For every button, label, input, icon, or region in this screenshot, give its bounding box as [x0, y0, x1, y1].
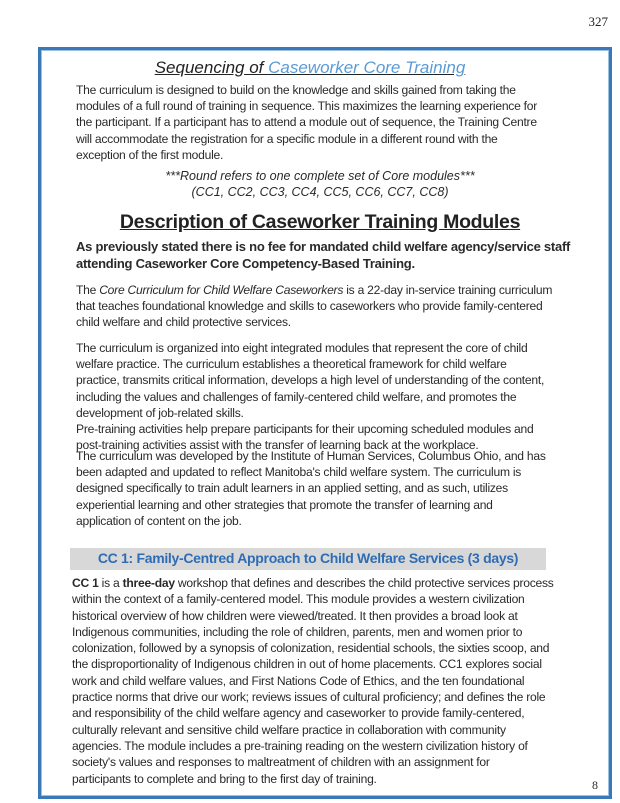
round-note	[0, 168, 620, 200]
text-line: The curriculum is organized into eight integrated modules that represent the core of child	[76, 341, 528, 355]
section-title	[0, 58, 620, 78]
text-line: The Core Curriculum for Child Welfare Caseworkers is a 22-day in-service training curriculum	[76, 283, 553, 297]
page-number: 327	[588, 14, 608, 29]
text-line: experiential learning and other strategies that promote the transfer of learning and	[76, 497, 493, 512]
text-line: The curriculum was developed by the Institute of Human Services, Columbus Ohio, and has	[76, 449, 546, 463]
development-paragraph	[76, 448, 546, 529]
text-line: the disproportionality of Indigenous children in out of home placements. CC1 explores social	[72, 657, 542, 672]
text-line: colonization, followed by a synopsis of colonization, residential schools, the sixties scoop, and	[72, 641, 550, 656]
modules-paragraph	[76, 340, 544, 453]
text-line: society's values and responses to maltreatment of children with an assignment for	[72, 755, 490, 770]
note-modules: (CC1, CC2, CC3, CC4, CC5, CC6, CC7, CC8)	[191, 185, 449, 199]
text-line: welfare practice. The curriculum establishes a theoretical framework for child welfare	[76, 357, 507, 372]
text-line: participants to complete and bring to the first day of training.	[72, 771, 377, 786]
core-curriculum-paragraph	[76, 282, 552, 331]
text-line: practice norms that drive our work; reviews issues of cultural proficiency; and defines the role	[72, 690, 546, 705]
note-line: ***Round refers to one complete set of Core modules***	[165, 169, 475, 183]
text-line: attending Caseworker Core Competency-Based Training.	[76, 256, 415, 271]
text-line: Indigenous communities, including the role of children, parents, men and women prior to	[72, 624, 523, 639]
text-line: work and child welfare values, and First Nations Code of Ethics, and the ten foundational	[72, 673, 525, 688]
cc1-description	[72, 575, 554, 787]
text-line: culturally relevant and sensitive child welfare practice in collaboration with community	[72, 722, 506, 737]
text-line: within the context of a family-centered model. This module provides a western civilization	[72, 592, 525, 607]
text-line: child welfare and child protective services.	[76, 315, 291, 330]
sequencing-paragraph	[76, 82, 537, 163]
text-line: modules of a full round of training in sequence. This maximizes the learning experience for	[76, 99, 538, 114]
text-line: The curriculum is designed to build on the knowledge and skills gained from taking the	[76, 83, 516, 97]
text-line: the participant. If a participant has to attend a module out of sequence, the Training Centre	[76, 115, 537, 130]
text-line: CC 1 is a three-day workshop that defines and describes the child protective services process	[72, 576, 554, 590]
text-line: agencies. The module includes a pre-training reading on the western civilization history of	[72, 738, 528, 753]
title-part1: Sequencing of	[154, 58, 269, 77]
title-link[interactable]: Caseworker Core Training	[268, 58, 466, 77]
text-line: and responsibility of the child welfare agency and caseworker to provide family-centered,	[72, 706, 525, 721]
fee-statement	[76, 238, 570, 272]
text-line: historical overview of how children were viewed/treated. It then provides a broad look at	[72, 608, 518, 623]
text-line: post-training activities assist with the transfer of learning back at the workplace.	[76, 438, 479, 453]
text-line: Pre-training activities help prepare participants for their upcoming scheduled modules and	[76, 422, 534, 437]
text-line: exception of the first module.	[76, 147, 224, 162]
text-line: designed specifically to train adult learners in an applied setting, and as such, utilizes	[76, 481, 508, 496]
footer-page-number: 8	[592, 778, 598, 792]
description-heading: Description of Caseworker Training Modules	[119, 211, 521, 233]
text-line: including the values and challenges of family-centered child welfare, and promotes the	[76, 389, 517, 404]
text-line: that teaches foundational knowledge and skills to caseworkers who provide family-centered	[76, 299, 543, 314]
text-line: practice, transmits critical information, develops a high level of understanding of the content,	[76, 373, 545, 388]
text-line: development of job-related skills.	[76, 405, 244, 420]
text-line: As previously stated there is no fee for mandated child welfare agency/service staff	[76, 239, 571, 254]
text-line: will accommodate the registration for a specific module in a different round with the	[76, 131, 498, 146]
text-line: been adapted and updated to reflect Manitoba's child welfare system. The curriculum is	[76, 465, 522, 480]
cc1-heading: CC 1: Family-Centred Approach to Child Welfare Services (3 days)	[97, 550, 519, 566]
text-line: application of content on the job.	[76, 513, 242, 528]
